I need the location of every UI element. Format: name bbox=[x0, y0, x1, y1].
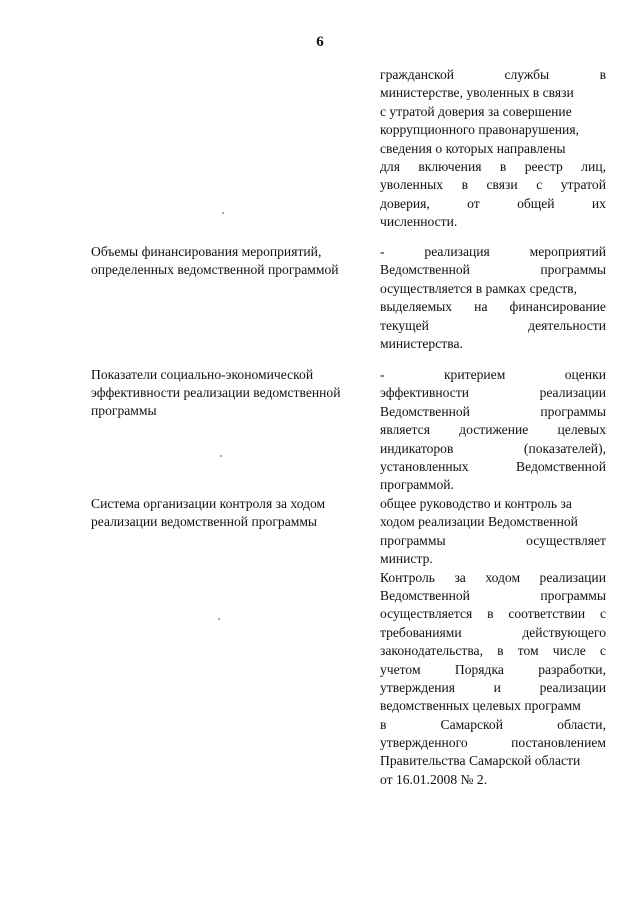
text-line bbox=[380, 752, 606, 770]
row-1-label: Объемы финансирования мероприятий, определенных ведомственной программой bbox=[91, 244, 339, 277]
word: ходом bbox=[485, 569, 521, 585]
word: критерием bbox=[443, 367, 506, 382]
text-line bbox=[380, 195, 606, 213]
text-line bbox=[380, 176, 606, 194]
word: программы bbox=[380, 532, 446, 548]
text-line bbox=[380, 532, 606, 550]
word: в bbox=[497, 643, 504, 659]
word: их bbox=[591, 195, 606, 211]
word: Порядка bbox=[454, 661, 504, 677]
word: Ведомственной bbox=[380, 262, 470, 278]
word: установленных bbox=[380, 458, 469, 474]
text-line bbox=[380, 697, 606, 715]
word: мероприятий bbox=[529, 244, 606, 259]
word: уволенных bbox=[380, 177, 444, 193]
row-3-label: Система организации контроля за ходом реализации ведомственной программы bbox=[91, 496, 326, 529]
word: учетом bbox=[380, 661, 421, 677]
text-line bbox=[380, 642, 606, 660]
word: министр. bbox=[380, 551, 433, 567]
word: реализации bbox=[539, 679, 606, 695]
word: требованиями bbox=[380, 624, 462, 640]
word: оценки bbox=[564, 367, 606, 382]
word: индикаторов bbox=[380, 440, 454, 456]
word: ходом реализации Ведомственной bbox=[380, 514, 578, 530]
word: в bbox=[461, 177, 468, 193]
word: разработки, bbox=[538, 661, 606, 677]
word: достижение bbox=[459, 422, 529, 438]
word: утратой bbox=[560, 177, 606, 193]
text-line bbox=[380, 317, 606, 335]
text-line bbox=[380, 734, 606, 752]
word: гражданской bbox=[380, 67, 455, 82]
word: целевых bbox=[557, 422, 606, 438]
word: том bbox=[517, 643, 539, 659]
text-line bbox=[380, 121, 606, 139]
text-line bbox=[380, 403, 606, 421]
word: программы bbox=[540, 262, 606, 278]
row-2-content bbox=[380, 366, 606, 495]
text-line bbox=[380, 679, 606, 697]
word: общее руководство и контроль за bbox=[380, 496, 572, 511]
word: постановлением bbox=[511, 735, 606, 751]
text-line bbox=[380, 366, 606, 384]
scan-speck bbox=[218, 618, 220, 620]
row-0-content bbox=[380, 66, 606, 232]
word: службы bbox=[504, 67, 550, 82]
text-line bbox=[380, 624, 606, 642]
scan-speck bbox=[220, 455, 222, 457]
word: Ведомственной bbox=[380, 403, 470, 419]
text-line bbox=[380, 587, 606, 605]
word: Ведомственной bbox=[380, 587, 470, 603]
word: реализации bbox=[539, 385, 606, 401]
word: соответствии bbox=[508, 606, 586, 622]
word: общей bbox=[517, 195, 555, 211]
word: с bbox=[536, 177, 543, 193]
text-line bbox=[380, 458, 606, 476]
text-line bbox=[380, 440, 606, 458]
word: программы bbox=[540, 403, 606, 419]
scan-speck bbox=[222, 212, 224, 214]
word: включения bbox=[418, 158, 482, 174]
word: области, bbox=[557, 716, 606, 732]
text-line bbox=[380, 261, 606, 279]
word: эффективности bbox=[380, 385, 470, 401]
word: для bbox=[380, 158, 400, 174]
text-line bbox=[380, 605, 606, 623]
text-line bbox=[380, 158, 606, 176]
word: в bbox=[380, 716, 387, 732]
text-line bbox=[380, 716, 606, 734]
text-line bbox=[380, 66, 606, 84]
word: - bbox=[380, 367, 385, 382]
text-line bbox=[380, 140, 606, 158]
word: с bbox=[599, 643, 606, 659]
text-line bbox=[380, 476, 606, 494]
text-line bbox=[380, 550, 606, 568]
word: действующего bbox=[522, 624, 606, 640]
text-line bbox=[380, 84, 606, 102]
word: является bbox=[380, 422, 430, 438]
word: в bbox=[499, 158, 507, 174]
text-line bbox=[380, 513, 606, 531]
word: осуществляет bbox=[526, 532, 606, 548]
word: - bbox=[380, 244, 385, 259]
word: от bbox=[467, 195, 480, 211]
word: (показателей), bbox=[523, 440, 606, 456]
text-line bbox=[380, 335, 606, 353]
word: за bbox=[454, 569, 466, 585]
word: программы bbox=[540, 587, 606, 603]
word: утверждения bbox=[380, 679, 456, 695]
word: министерства. bbox=[380, 335, 463, 351]
word: в bbox=[487, 606, 494, 622]
text-line bbox=[380, 280, 606, 298]
word: лиц, bbox=[581, 158, 606, 174]
word: законодательства, bbox=[380, 643, 483, 659]
word: с bbox=[599, 606, 606, 622]
word: и bbox=[493, 679, 501, 695]
text-line bbox=[380, 771, 606, 789]
word: Контроль bbox=[380, 569, 435, 585]
word: от 16.01.2008 № 2. bbox=[380, 771, 488, 787]
word: ведомственных целевых программ bbox=[380, 698, 581, 714]
word: доверия, bbox=[380, 195, 430, 211]
text-line bbox=[380, 384, 606, 402]
word: утвержденного bbox=[380, 735, 468, 751]
word: реализация bbox=[424, 244, 490, 259]
word: реестр bbox=[524, 158, 563, 174]
word: Ведомственной bbox=[516, 458, 606, 474]
word: министерстве, уволенных в связи bbox=[380, 85, 574, 101]
word: связи bbox=[486, 177, 518, 193]
text-line bbox=[380, 421, 606, 439]
word: на bbox=[474, 299, 488, 315]
text-line bbox=[380, 243, 606, 261]
word: числе bbox=[552, 643, 586, 659]
word: деятельности bbox=[528, 317, 606, 333]
text-line bbox=[380, 569, 606, 587]
word: осуществляется в рамках средств, bbox=[380, 280, 577, 296]
page-number: 6 bbox=[316, 34, 324, 50]
word: реализации bbox=[539, 569, 606, 585]
text-line bbox=[380, 213, 606, 231]
text-line bbox=[380, 298, 606, 316]
text-line bbox=[380, 495, 606, 513]
word: коррупционного правонарушения, bbox=[380, 122, 579, 138]
text-line bbox=[380, 661, 606, 679]
word: текущей bbox=[380, 317, 429, 333]
word: Правительства Самарской области bbox=[380, 753, 581, 769]
row-2-label: Показатели социально-экономической эффективности реализации ведомственной программы bbox=[91, 367, 341, 418]
word: осуществляется bbox=[380, 606, 473, 622]
row-3-content bbox=[380, 495, 606, 789]
word: сведения о которых направлены bbox=[380, 140, 566, 156]
word: Самарской bbox=[440, 716, 504, 732]
word: в bbox=[599, 67, 606, 82]
row-1-content bbox=[380, 243, 606, 353]
text-line bbox=[380, 103, 606, 121]
word: с утратой доверия за совершение bbox=[380, 103, 572, 119]
word: выделяемых bbox=[380, 299, 453, 315]
word: численности. bbox=[380, 214, 458, 230]
word: финансирование bbox=[509, 299, 606, 315]
word: программой. bbox=[380, 477, 454, 493]
